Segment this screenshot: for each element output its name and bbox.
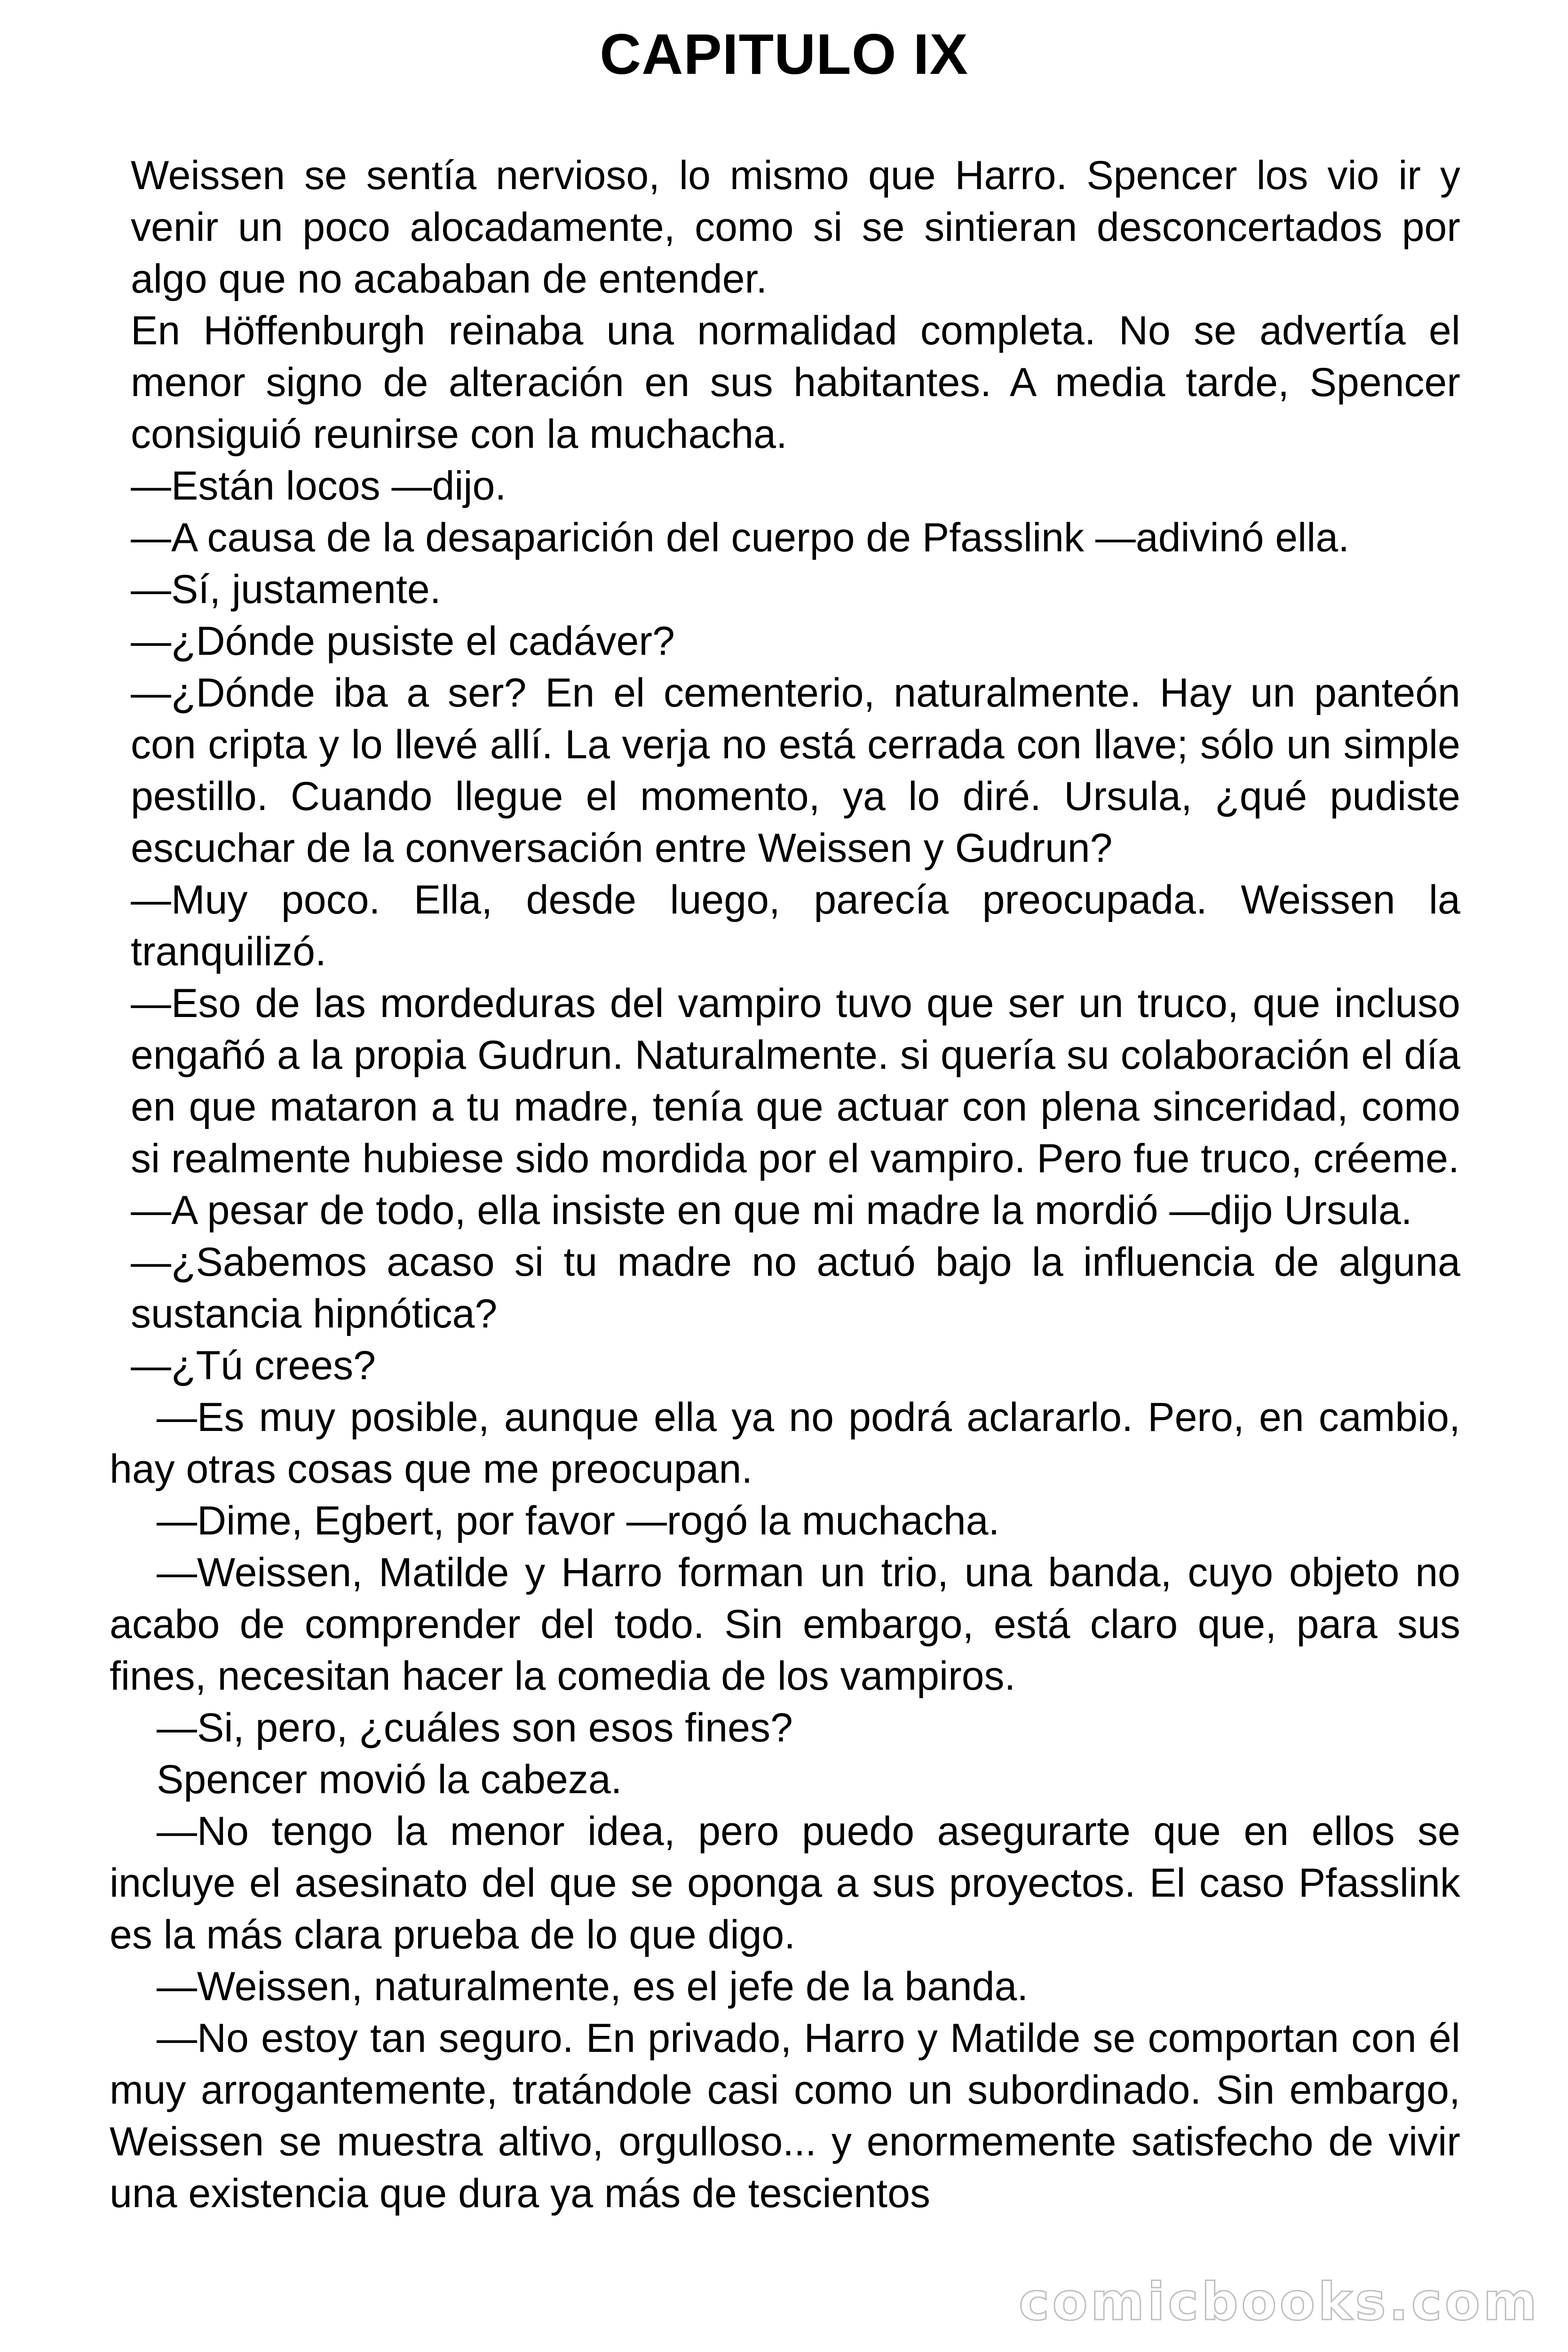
paragraph: En Höffenburgh reinaba una normalidad completa. No se advertía el menor signo de alteración en sus habitantes. A media tarde, Spencer consiguió reunirse con la muchacha. xyxy=(131,308,1460,457)
paragraph: —Sí, justamente. xyxy=(131,567,441,612)
paragraph: —¿Sabemos acaso si tu madre no actuó bajo la influencia de alguna sustancia hipnótica? xyxy=(131,1240,1460,1336)
paragraph: —Eso de las mordeduras del vampiro tuvo que ser un truco, que incluso engañó a la propia Gudrun. Naturalmente. si quería su colaboración el día en que mataron a tu madre, tenía que actuar con plena sinceridad, como si realmente hubiese sido mordida por el vampiro. Pero fue truco, créeme. xyxy=(131,981,1460,1181)
paragraph: —Es muy posible, aunque ella ya no podrá aclararlo. Pero, en cambio, hay otras cosas que me preocupan. xyxy=(110,1395,1460,1492)
paragraph: —Si, pero, ¿cuáles son esos fines? xyxy=(157,1705,793,1750)
paragraph: —Muy poco. Ella, desde luego, parecía preocupada. Weissen la tranquilizó. xyxy=(131,877,1460,974)
paragraph: —¿Tú crees? xyxy=(131,1343,376,1388)
watermark-text: comicbooks.com xyxy=(1019,2272,1540,2332)
paragraph: —A pesar de todo, ella insiste en que mi madre la mordió —dijo Ursula. xyxy=(131,1188,1412,1233)
paragraph: Spencer movió la cabeza. xyxy=(157,1757,622,1802)
paragraph: —Están locos —dijo. xyxy=(131,463,507,509)
paragraph: —No tengo la menor idea, pero puedo asegurarte que en ellos se incluye el asesinato del que se oponga a sus proyectos. El caso Pfasslink es la más clara prueba de lo que digo. xyxy=(110,1809,1460,1957)
chapter-body xyxy=(110,150,1460,2219)
paragraph: —¿Dónde pusiste el cadáver? xyxy=(131,619,675,664)
paragraph: —No estoy tan seguro. En privado, Harro y Matilde se comportan con él muy arrogantemente, tratándole casi como un subordinado. Sin embargo, Weissen se muestra altivo, orgulloso... y enormemente satisfecho de vivir una existencia que dura ya más de tescientos xyxy=(110,2016,1460,2216)
paragraph: —A causa de la desaparición del cuerpo de Pfasslink —adivinó ella. xyxy=(131,515,1350,560)
paragraph: Weissen se sentía nervioso, lo mismo que Harro. Spencer los vio ir y venir un poco alocadamente, como si se sintieran desconcertados por algo que no acababan de entender. xyxy=(131,153,1460,302)
chapter-title: CAPITULO IX xyxy=(600,22,968,86)
paragraph: —Dime, Egbert, por favor —rogó la muchacha. xyxy=(157,1498,1000,1543)
paragraph: —Weissen, Matilde y Harro forman un trio, una banda, cuyo objeto no acabo de comprender del todo. Sin embargo, está claro que, para sus fines, necesitan hacer la comedia de los vampiros. xyxy=(110,1550,1460,1699)
paragraph: —Weissen, naturalmente, es el jefe de la banda. xyxy=(157,1964,1029,2009)
paragraph: —¿Dónde iba a ser? En el cementerio, naturalmente. Hay un panteón con cripta y lo llevé allí. La verja no está cerrada con llave; sólo un simple pestillo. Cuando llegue el momento, ya lo diré. Ursula, ¿qué pudiste escuchar de la conversación entre Weissen y Gudrun? xyxy=(131,670,1460,871)
